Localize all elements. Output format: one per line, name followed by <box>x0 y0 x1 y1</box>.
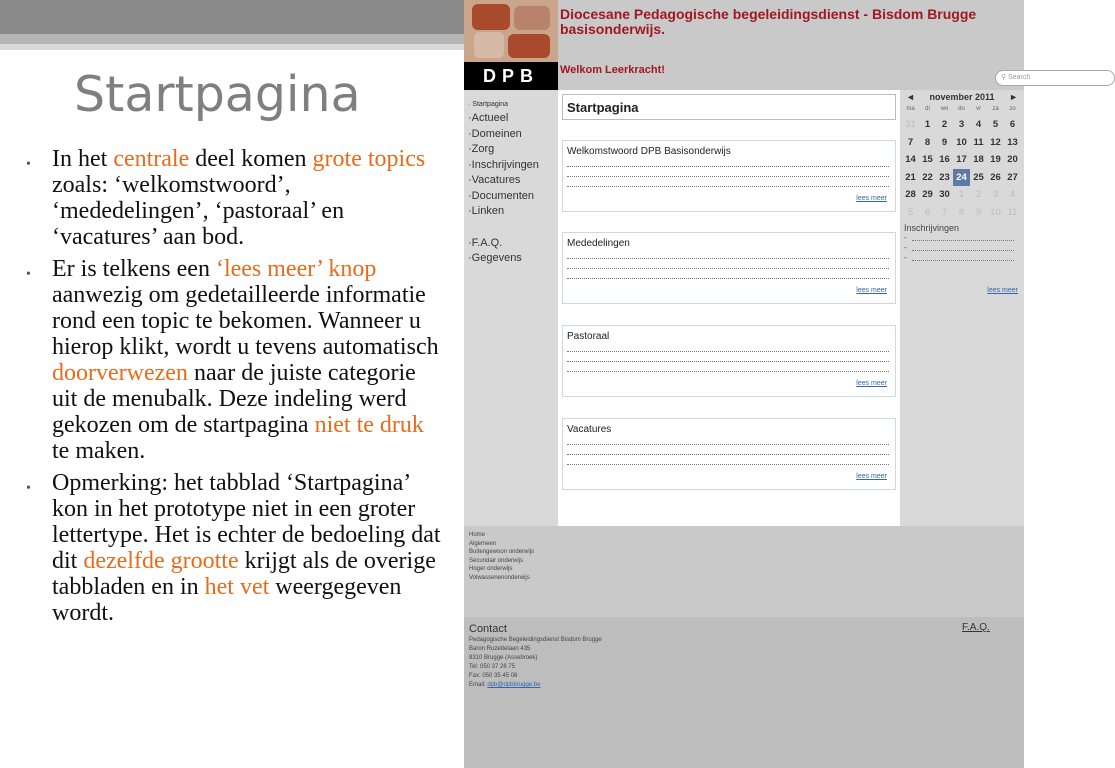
inschrijving-item <box>904 233 1020 243</box>
calendar-day[interactable]: 20 <box>1007 154 1018 165</box>
calendar-day[interactable]: 16 <box>939 154 950 165</box>
website-screenshot <box>464 0 1031 768</box>
contact-line: 8310 Brugge (Assebroek) <box>469 655 538 661</box>
calendar-day[interactable]: 19 <box>990 154 1001 165</box>
highlighted-text: niet te druk <box>314 412 424 438</box>
highlighted-text: doorverwezen <box>52 360 188 386</box>
welcome-text: Welkom Leerkracht! <box>560 64 665 76</box>
dotted-line <box>567 435 889 445</box>
nav-item[interactable]: ·Inschrijvingen <box>468 158 539 171</box>
bullet-text: naar de juiste categorie uit de menubalk. Deze indeling werd gekozen om de startpagina <box>52 360 416 438</box>
calendar-prev-icon[interactable]: ◄ <box>906 92 915 102</box>
nav-item[interactable]: ·Linken <box>468 205 505 217</box>
calendar-next-icon[interactable]: ► <box>1009 92 1018 102</box>
inschrijvingen-title: Inschrijvingen <box>904 223 960 233</box>
dotted-line <box>567 157 889 167</box>
bullet-text: te maken. <box>52 438 146 464</box>
footer-link[interactable]: Algemeen <box>469 540 497 547</box>
site-header-title: Diocesane Pedagogische begeleidingsdienst - Bisdom Brugge basisonderwijs. <box>560 6 977 37</box>
bullet-item <box>22 470 442 626</box>
calendar-day[interactable]: 12 <box>990 136 1001 148</box>
bullet-text: zoals: ‘welkomstwoord’, ‘mededelingen’, ‘pastoraal’ en ‘vacatures’ aan bod. <box>52 172 345 250</box>
highlighted-text: het vet <box>204 574 270 600</box>
lees-meer-link[interactable]: lees meer <box>856 287 887 294</box>
footer-contact <box>464 617 1024 768</box>
calendar-day[interactable]: 25 <box>973 171 984 183</box>
calendar-weekday: vr <box>976 106 981 112</box>
calendar-day[interactable]: 13 <box>1007 136 1018 148</box>
calendar-weekday: zo <box>1009 106 1016 112</box>
highlighted-text: dezelfde grootte <box>83 548 239 574</box>
nav-item[interactable]: ·Actueel <box>468 112 509 124</box>
bullet-icon: • <box>26 267 31 282</box>
box-title: Mededelingen <box>567 238 630 249</box>
calendar-day[interactable]: 7 <box>907 136 914 148</box>
email-link[interactable]: dpb@dpbbrugge.be <box>487 682 541 688</box>
nav-item[interactable]: ·Zorg <box>468 143 495 155</box>
calendar-day[interactable]: 29 <box>922 189 933 200</box>
slide-top-band-2 <box>0 34 464 44</box>
calendar-weekday: wo <box>940 106 949 112</box>
calendar-weekday: do <box>958 106 965 112</box>
inschrijving-item <box>904 253 1020 263</box>
dotted-line <box>567 342 889 352</box>
contact-email-line <box>469 681 1024 690</box>
nav-item[interactable]: ·F.A.Q. <box>468 236 503 249</box>
lees-meer-link[interactable]: lees meer <box>987 287 1018 294</box>
bullet-item <box>22 146 442 250</box>
page-title: Startpagina <box>562 94 896 120</box>
calendar-day[interactable]: 4 <box>975 119 982 130</box>
dotted-line <box>567 445 889 455</box>
bullet-icon: • <box>26 157 31 172</box>
inschrijving-dash: - <box>904 243 907 252</box>
calendar-day[interactable]: 1 <box>924 119 931 130</box>
highlighted-text: grote topics <box>312 146 426 172</box>
box-title: Vacatures <box>567 424 612 435</box>
calendar-day[interactable]: 9 <box>941 136 948 148</box>
calendar-day[interactable]: 14 <box>905 154 916 165</box>
inschrijving-dash: - <box>904 253 907 262</box>
dotted-line <box>567 269 889 279</box>
calendar-day[interactable]: 6 <box>1009 119 1016 130</box>
calendar-day[interactable]: 31 <box>905 119 916 130</box>
calendar-day[interactable]: 3 <box>958 119 965 130</box>
content-box <box>562 140 896 212</box>
dotted-line <box>567 177 889 187</box>
logo-text: DPB <box>464 62 558 90</box>
calendar-month: november 2011 <box>929 92 995 102</box>
box-title: Pastoraal <box>567 331 610 342</box>
nav-item[interactable]: ·Gegevens <box>468 252 522 264</box>
dotted-line <box>567 167 889 177</box>
box-title: Welkomstwoord DPB Basisonderwijs <box>567 146 731 157</box>
highlighted-text: centrale <box>113 146 190 172</box>
highlighted-text: ‘lees meer’ knop <box>215 256 377 282</box>
footer-link[interactable]: Home <box>469 532 486 538</box>
main-content <box>558 90 900 526</box>
calendar-day[interactable]: 22 <box>922 171 933 183</box>
calendar-day[interactable]: 5 <box>992 119 999 130</box>
calendar-day[interactable]: 8 <box>958 206 965 218</box>
calendar-day[interactable]: 24 <box>953 169 970 187</box>
inschrijvingen-panel <box>904 223 1020 294</box>
dotted-line <box>567 352 889 362</box>
content-box <box>562 325 896 397</box>
search-input[interactable] <box>995 70 1115 86</box>
calendar-day[interactable]: 10 <box>990 206 1001 218</box>
calendar-day[interactable]: 3 <box>992 189 999 200</box>
footer-link[interactable]: Volwassenenonderwijs <box>469 574 530 581</box>
calendar-day[interactable]: 6 <box>924 206 931 218</box>
bullet-text: weergegeven wordt. <box>52 574 402 626</box>
dotted-line <box>567 362 889 372</box>
search-placeholder: Search <box>1008 74 1031 81</box>
content-box <box>562 418 896 490</box>
footer-link[interactable]: Hoger onderwijs <box>469 566 513 572</box>
nav-item-startpagina[interactable]: · Startpagina <box>468 101 509 108</box>
calendar-day[interactable]: 4 <box>1009 189 1016 200</box>
slide-bullet-list <box>22 146 442 632</box>
bullet-text: aanwezig om gedetailleerde informatie rond een topic te bekomen. Wanneer u hierop klikt, wordt u tevens automatisch <box>52 282 439 360</box>
contact-line: Tel: 050 37 26 75 <box>469 664 516 670</box>
bullet-text: Opmerking: het tabblad ‘Startpagina’ kon in het prototype niet in een groter lettertype. Het is echter de bedoeling dat dit <box>52 470 441 574</box>
contact-line: Pedagogische Begeleidingsdienst Bisdom Brugge <box>469 637 602 643</box>
inschrijving-dash: - <box>904 233 907 242</box>
calendar-day[interactable]: 17 <box>956 154 967 165</box>
calendar-day[interactable]: 1 <box>958 189 965 200</box>
calendar-weekday: di <box>925 106 930 112</box>
dpb-logo <box>464 0 558 90</box>
calendar-day[interactable]: 26 <box>990 171 1001 183</box>
slide-top-band-3 <box>0 44 464 50</box>
lees-meer-link[interactable]: lees meer <box>856 195 887 202</box>
email-label: Email: <box>469 682 488 688</box>
dotted-line <box>912 250 1014 251</box>
bullet-text: Er is telkens een <box>52 256 216 282</box>
footer-links <box>464 526 1024 617</box>
footer-faq-link[interactable]: F.A.Q. <box>962 622 990 633</box>
calendar-day[interactable]: 28 <box>905 189 916 200</box>
dotted-line <box>912 240 1014 241</box>
sidebar-nav <box>464 90 558 526</box>
footer-link[interactable]: Secundair onderwijs <box>469 557 524 564</box>
site-header <box>558 0 1031 90</box>
bullet-item <box>22 256 442 464</box>
calendar-day[interactable]: 2 <box>941 119 948 130</box>
calendar <box>902 92 1022 221</box>
calendar-day[interactable]: 27 <box>1007 171 1018 183</box>
bullet-text: deel komen <box>189 146 313 172</box>
lees-meer-link[interactable]: lees meer <box>856 380 887 387</box>
contact-title: Contact <box>469 623 507 635</box>
dotted-line <box>567 455 889 465</box>
calendar-day[interactable]: 5 <box>907 206 914 218</box>
slide-top-band <box>0 0 464 34</box>
calendar-day[interactable]: 8 <box>924 136 931 148</box>
inschrijving-item <box>904 243 1020 253</box>
dotted-line <box>567 259 889 269</box>
nav-item[interactable]: ·Vacatures <box>468 174 521 186</box>
footer-link[interactable]: Buitengewoon onderwijs <box>469 549 535 555</box>
calendar-day[interactable]: 11 <box>973 136 984 148</box>
right-sidebar <box>900 90 1024 526</box>
calendar-day[interactable]: 18 <box>973 154 984 165</box>
nav-item[interactable]: ·Domeinen <box>468 127 522 140</box>
contact-line: Baron Ruzettelaan 435 <box>469 646 531 652</box>
contact-line: Fax: 050 35 45 08 <box>469 673 518 679</box>
bullet-text: In het <box>52 146 114 172</box>
calendar-day[interactable]: 2 <box>975 189 982 200</box>
calendar-day[interactable]: 21 <box>905 171 916 183</box>
calendar-day[interactable]: 7 <box>941 206 948 218</box>
calendar-weekday: za <box>992 106 999 112</box>
calendar-weekday: ma <box>906 106 915 112</box>
calendar-day[interactable]: 10 <box>956 136 967 148</box>
search-icon: ⚲ <box>1001 74 1007 81</box>
bullet-text: krijgt als de overige tabbladen en in <box>52 548 436 600</box>
lees-meer-link[interactable]: lees meer <box>856 473 887 480</box>
bullet-icon: • <box>26 481 31 496</box>
calendar-day[interactable]: 9 <box>975 206 982 218</box>
content-box <box>562 232 896 304</box>
nav-item[interactable]: ·Documenten <box>468 189 535 202</box>
calendar-day[interactable]: 15 <box>922 154 933 165</box>
slide-title: Startpagina <box>74 66 361 123</box>
dotted-line <box>567 249 889 259</box>
calendar-day[interactable]: 23 <box>939 171 950 183</box>
dotted-line <box>912 260 1014 261</box>
calendar-day[interactable]: 11 <box>1007 206 1018 218</box>
calendar-day[interactable]: 30 <box>939 189 950 200</box>
